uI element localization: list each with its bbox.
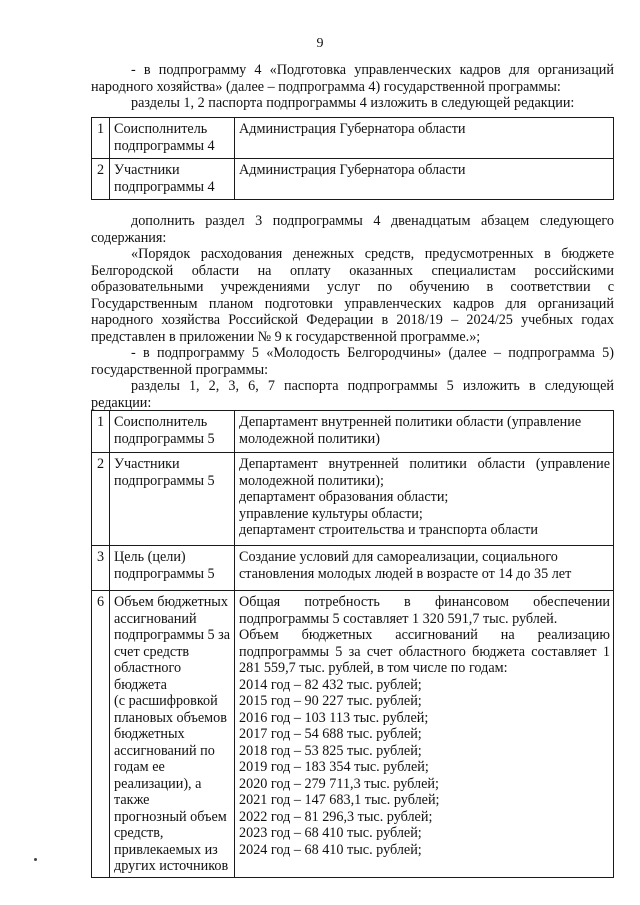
label-line: Объем бюджетных	[114, 594, 228, 610]
scan-speck	[34, 858, 37, 861]
table-row	[92, 546, 614, 591]
label-line: средств,	[114, 825, 164, 841]
label-line: счет средств	[114, 643, 190, 660]
table-row	[92, 159, 614, 200]
intro-item-subprogram-5: - в подпрограмму 5 «Молодость Белгородчины» (далее – подпрограмма 5) государственной программы:	[91, 345, 614, 378]
label-line: подпрограммы 5	[114, 430, 215, 447]
year-line: 2016 год – 103 113 тыс. рублей;	[239, 709, 429, 726]
year-line: 2022 год – 81 296,3 тыс. рублей;	[239, 808, 433, 825]
subprogram-4-passport-table	[91, 117, 614, 200]
row-label	[110, 159, 235, 200]
row-label	[110, 118, 235, 159]
value-line: Департамент внутренней политики области (управление молодежной политики);	[239, 456, 610, 489]
year-line: 2018 год – 53 825 тыс. рублей;	[239, 742, 422, 759]
label-line: других источников	[114, 858, 229, 874]
row-number: 2	[92, 453, 110, 546]
row-number: 1	[92, 411, 110, 453]
subprogram-5-passport-table	[91, 410, 614, 878]
row-number: 6	[92, 591, 110, 878]
sections-note-subprogram-5: разделы 1, 2, 3, 6, 7 паспорта подпрограммы 5 изложить в следующей редакции:	[91, 378, 614, 411]
intro-item-subprogram-4: - в подпрограмму 4 «Подготовка управленческих кадров для организаций народного хозяйства» (далее – подпрограмма 4) государственной программы:	[91, 62, 614, 95]
label-line: реализации), а также	[114, 775, 202, 808]
row-label	[110, 546, 235, 591]
label-line: подпрограммы 5 за	[114, 627, 231, 643]
label-line: ассигнований по	[114, 742, 215, 759]
row-label	[110, 591, 235, 878]
label-line: подпрограммы 4	[114, 178, 215, 195]
middle-block	[91, 213, 614, 411]
table-row	[92, 411, 614, 453]
table-row	[92, 118, 614, 159]
label-line: подпрограммы 4	[114, 137, 215, 154]
intro-block	[91, 62, 614, 112]
year-line: 2015 год – 90 227 тыс. рублей;	[239, 693, 422, 709]
value-line: управление культуры области;	[239, 505, 423, 522]
row-value: Департамент внутренней политики области (управление молодежной политики)	[235, 411, 614, 453]
label-line: подпрограммы 5	[114, 565, 215, 582]
label-line: бюджетных	[114, 726, 185, 742]
label-line: (с расшифровкой	[114, 693, 218, 709]
label-line: годам ее	[114, 759, 165, 775]
row-value	[235, 591, 614, 878]
label-line: Участники	[114, 162, 180, 178]
value-paragraph: Объем бюджетных ассигнований на реализацию подпрограммы 5 за счет областного бюджета составляет 1 281 559,7 тыс. рублей, в том числе по годам:	[239, 627, 610, 676]
year-line: 2019 год – 183 354 тыс. рублей;	[239, 759, 429, 775]
value-line: департамент строительства и транспорта области	[239, 522, 538, 538]
row-number: 3	[92, 546, 110, 591]
intro-sections-note: разделы 1, 2 паспорта подпрограммы 4 изложить в следующей редакции:	[131, 95, 575, 111]
row-value	[235, 453, 614, 546]
label-line: ассигнований	[114, 610, 197, 627]
year-line: 2020 год – 279 711,3 тыс. рублей;	[239, 775, 439, 792]
quoted-paragraph: «Порядок расходования денежных средств, предусмотренных в бюджете Белгородской области на оплату оказанных специалистам российскими образовательными учреждениями услуг по обучению в соответствии с Государственным планом подготовки управленческих кадров для организаций народного хозяйства Российской Федерации в 2018/19 – 2024/25 учебных годах представлен в приложении № 9 к государственной программе.»;	[91, 246, 614, 345]
label-line: плановых объемов	[114, 709, 227, 726]
year-line: 2014 год – 82 432 тыс. рублей;	[239, 676, 422, 693]
label-line: Соисполнитель	[114, 414, 208, 430]
table-row	[92, 453, 614, 546]
value-paragraph: Общая потребность в финансовом обеспечении подпрограммы 5 составляет 1 320 591,7 тыс. рублей.	[239, 594, 610, 627]
row-label	[110, 453, 235, 546]
year-line: 2023 год – 68 410 тыс. рублей;	[239, 825, 422, 841]
row-value: Создание условий для самореализации, социального становления молодых людей в возрасте от 14 до 35 лет	[235, 546, 614, 591]
year-line: 2021 год – 147 683,1 тыс. рублей;	[239, 792, 440, 808]
label-line: прогнозный объем	[114, 808, 227, 825]
year-line: 2024 год – 68 410 тыс. рублей;	[239, 841, 422, 858]
row-number: 2	[92, 159, 110, 200]
label-line: Цель (цели)	[114, 549, 186, 565]
row-value: Администрация Губернатора области	[235, 159, 614, 200]
row-value: Администрация Губернатора области	[235, 118, 614, 159]
row-label	[110, 411, 235, 453]
year-line: 2017 год – 54 688 тыс. рублей;	[239, 726, 422, 742]
page-number: 9	[316, 36, 324, 51]
label-line: Участники	[114, 456, 180, 472]
label-line: Соисполнитель	[114, 121, 208, 137]
label-line: привлекаемых из	[114, 841, 218, 858]
row-number: 1	[92, 118, 110, 159]
add-paragraph-note: дополнить раздел 3 подпрограммы 4 двенадцатым абзацем следующего содержания:	[91, 213, 614, 246]
table-row	[92, 591, 614, 878]
value-line: департамент образования области;	[239, 489, 449, 505]
label-line: подпрограммы 5	[114, 472, 215, 489]
label-line: областного бюджета	[114, 660, 182, 693]
